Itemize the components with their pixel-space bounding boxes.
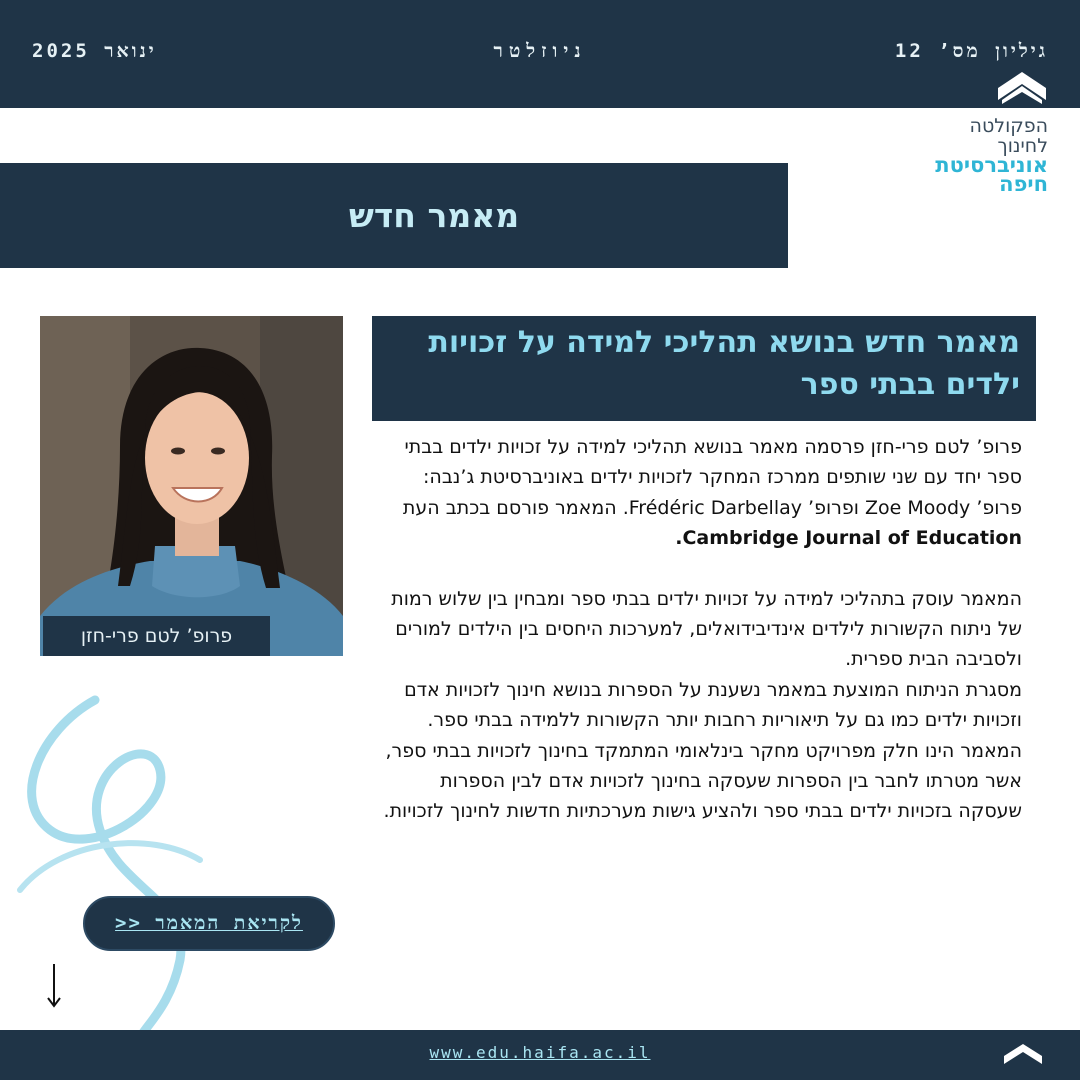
section-title: מאמר חדש [348, 196, 520, 235]
logo-line-faculty: הפקולטה [969, 115, 1048, 137]
decorative-squiggle [0, 690, 250, 1040]
faculty-logo [935, 116, 1048, 194]
logo-line-haifa: חיפה [999, 172, 1048, 196]
logo-line-education: לחינוך [997, 135, 1048, 157]
article-headline: מאמר חדש בנושא תהליכי למידה על זכויות ילדים בבתי ספר [428, 325, 1020, 402]
newsletter-label: ניוזלטר [493, 40, 587, 62]
issue-date: ינואר 2025 [32, 40, 157, 62]
arrow-down-icon [44, 962, 64, 1010]
issue-number: גיליון מס’ 12 [894, 40, 1048, 62]
article-paragraph-1: פרופ’ לטם פרי-חזן פרסמה מאמר בנושא תהליכי למידה על זכויות ילדים בבתי ספר יחד עם שני שותפים ממרכז המחקר לזכויות ילדים באוניברסיטת ג’נבה: פרופ’ Zoe Moody ופרופ’ Frédéric Darbellay. המאמר פורסם בכתב העת [402, 436, 1022, 519]
website-link[interactable]: www.edu.haifa.ac.il [429, 1042, 651, 1062]
article-paragraph-4: המאמר הינו חלק מפרויקט מחקר בינלאומי המתמקד בחינוך לזכויות בבתי ספר, אשר מטרתו לחבר בין הספרות שעסקה בחינוך לזכויות אדם לבין הספרות שעסקה בזכויות ילדים בבתי ספר ולהציע גישות מערכתיות חדשות לחינוך לזכויות. [383, 739, 1022, 823]
photo-caption: פרופ’ לטם פרי-חזן [43, 616, 270, 656]
article-paragraph-2: המאמר עוסק בתהליכי למידה על זכויות ילדים בבתי ספר ומבחין בין שלוש רמות של ניתוח הקשורות לילדים אינדיבידואלים, למערכות היחסים בין הילדים למורים ולסביבה הבית ספרית. [391, 587, 1022, 671]
chevron-roof-icon [1002, 1042, 1044, 1066]
chevron-roof-icon [996, 70, 1048, 106]
logo-line-university: אוניברסיטת [935, 153, 1048, 177]
author-photo [40, 316, 343, 656]
article-paragraph-3: מסגרת הניתוח המוצעת במאמר נשענת על הספרות בנושא חינוך לזכויות אדם וזכויות ילדים כמו גם על תיאוריות רחבות יותר הקשורות ללמידה בבתי ספר. [404, 678, 1022, 732]
journal-name: Cambridge Journal of Education [682, 527, 1022, 550]
article-body: פרופ’ לטם פרי-חזן פרסמה מאמר בנושא תהליכי למידה על זכויות ילדים בבתי ספר יחד עם שני שותפים ממרכז המחקר לזכויות ילדים באוניברסיטת ג’נבה: פרופ’ Zoe Moody ופרופ’ Frédéric Darbellay. המאמר פורסם בכתב העת Cambridge Journal of Education. המאמר עוסק בתהליכי למידה על זכויות ילדים בבתי ספר ומבחין בין שלוש רמות של ניתוח הקשורות לילדים אינדיבידואלים, למערכות היחסים בין הילדים למורים ולסביבה הבית ספרית. מסגרת הניתוח המוצעת במאמר נשענת על הספרות בנושא חינוך לזכויות אדם וזכויות ילדים כמו גם על תיאוריות רחבות יותר הקשורות ללמידה בבתי ספר. המאמר הינו חלק מפרויקט מחקר בינלאומי המתמקד בחינוך לזכויות בבתי ספר, אשר מטרתו לחבר בין הספרות שעסקה בחינוך לזכויות אדם לבין הספרות שעסקה בזכויות ילדים בבתי ספר ולהציע גישות מערכתיות חדשות לחינוך לזכויות. [372, 432, 1022, 827]
read-article-button[interactable]: לקריאת המאמר << [83, 896, 335, 951]
